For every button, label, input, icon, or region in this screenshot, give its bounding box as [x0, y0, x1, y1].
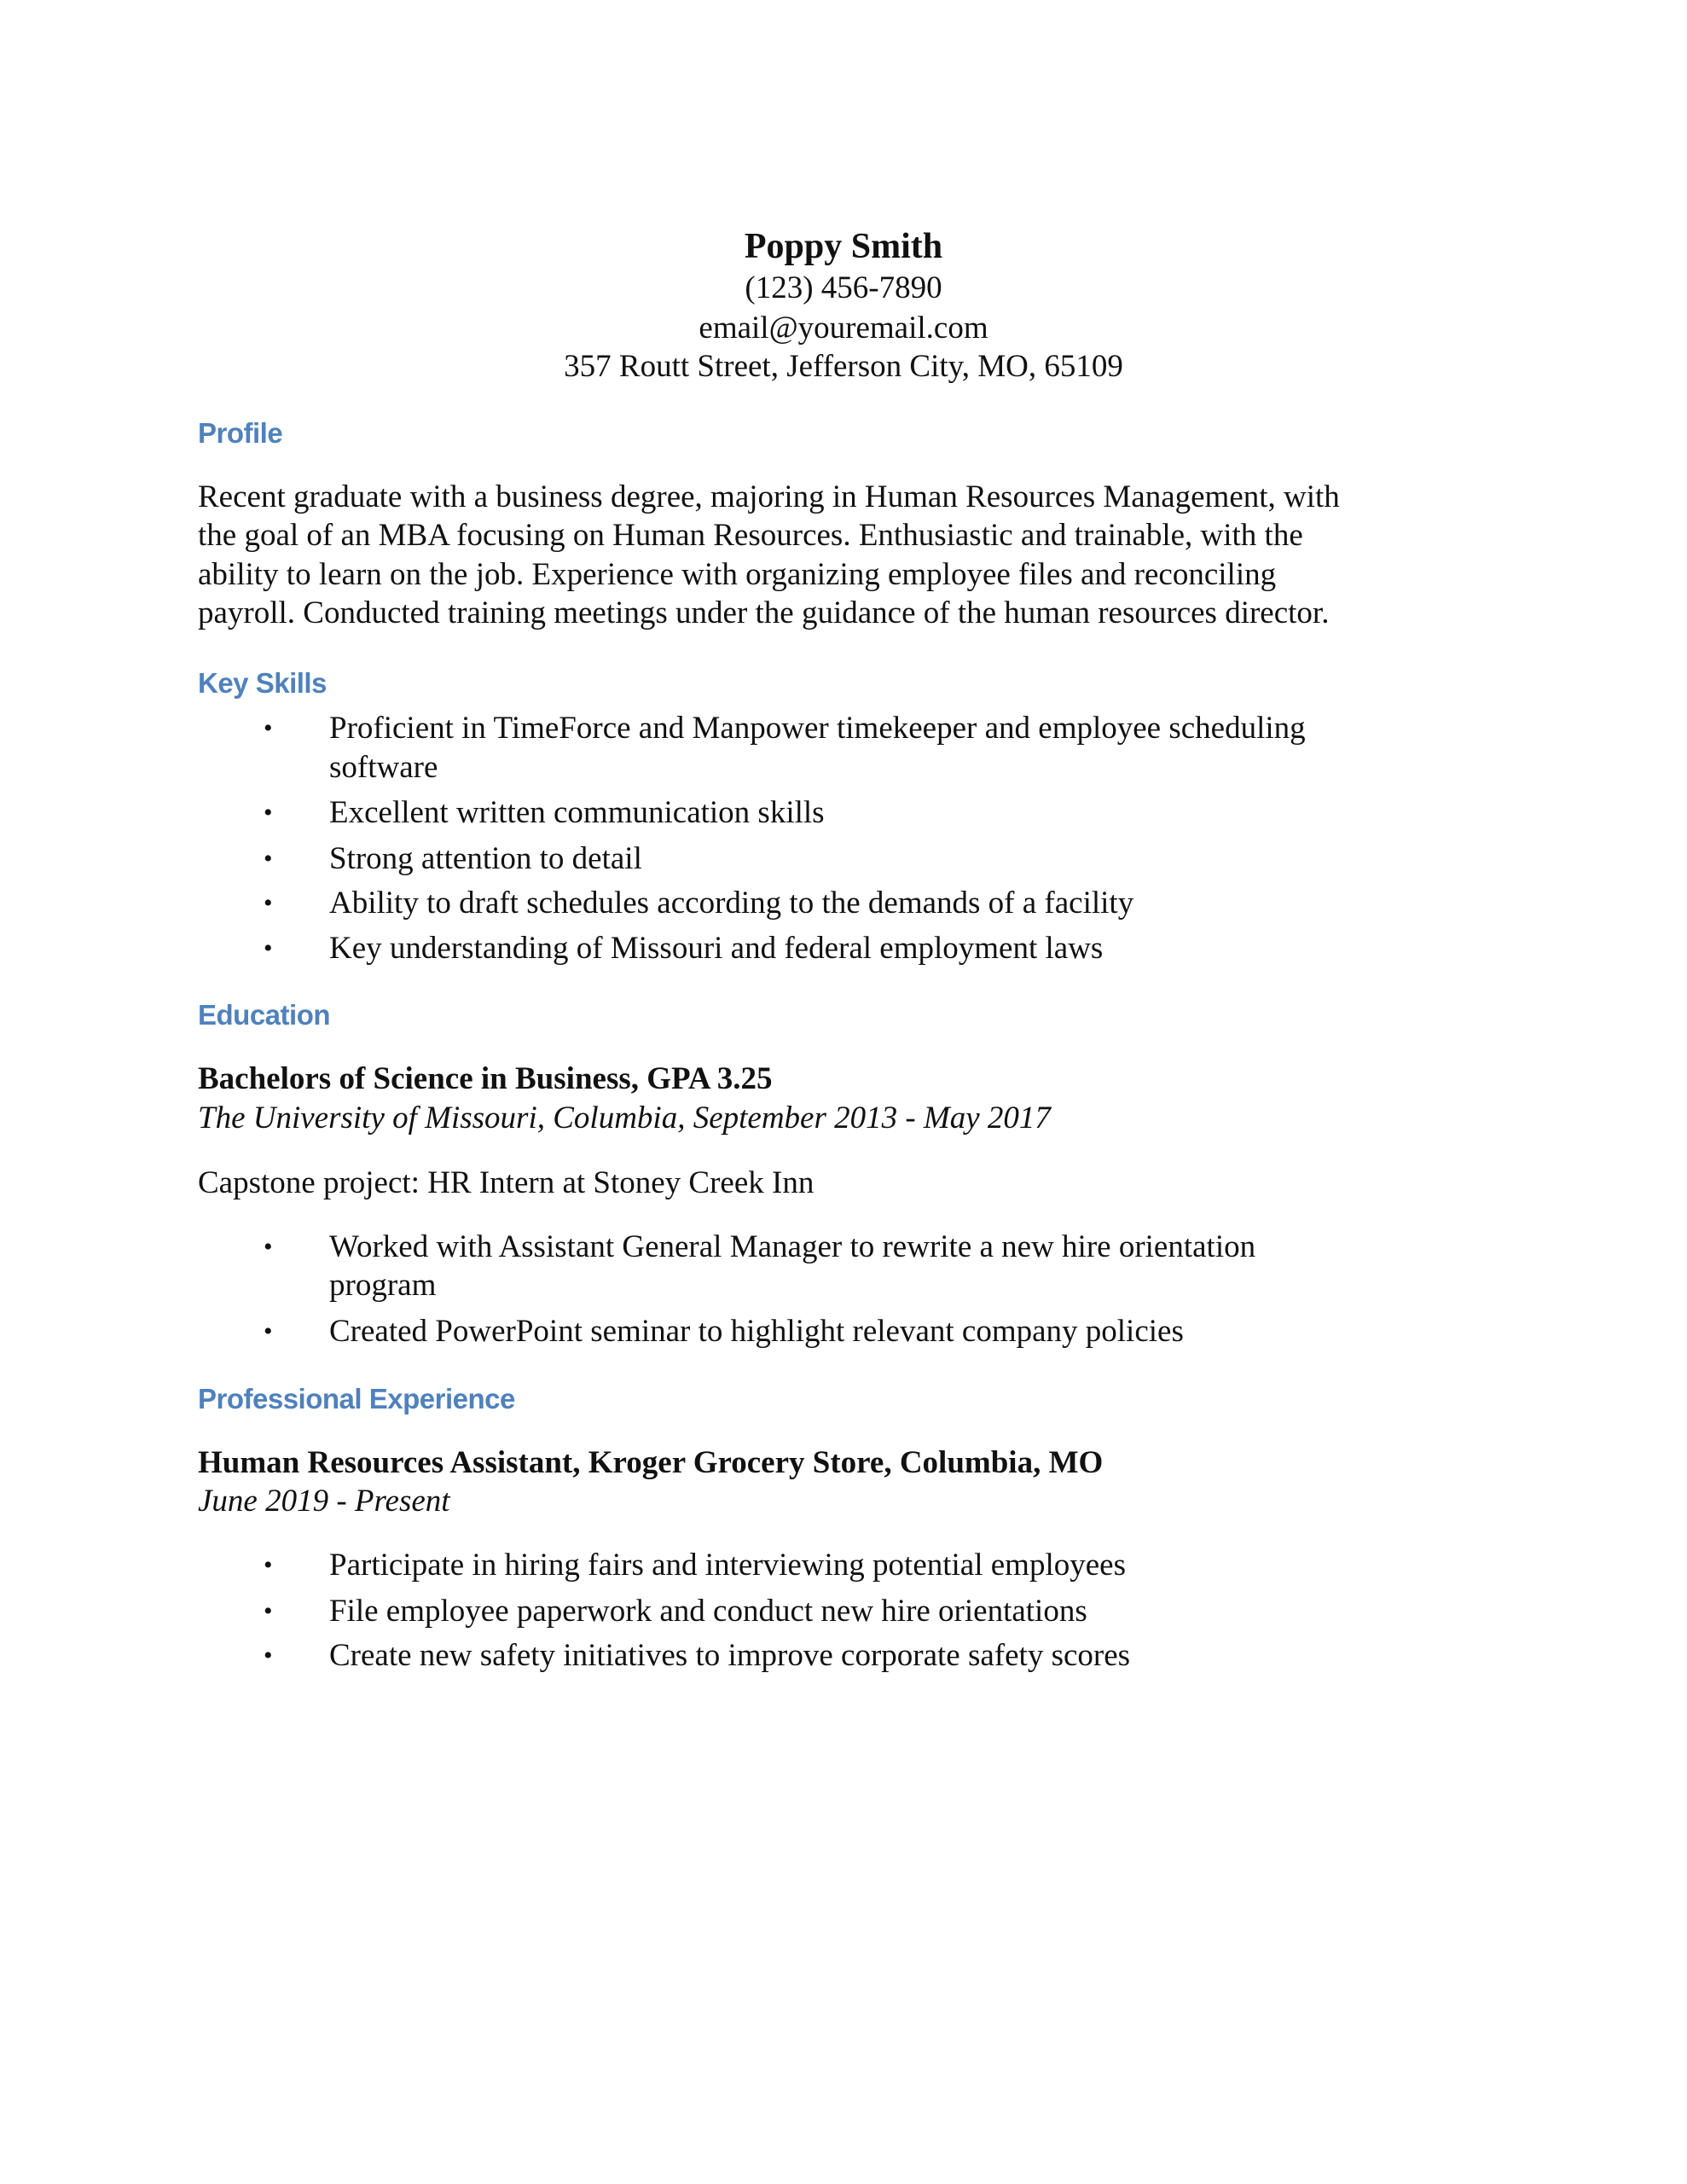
school-and-dates: The University of Missouri, Columbia, September 2013 - May 2017 — [198, 1101, 1051, 1136]
section-heading-key-skills: Key Skills — [198, 667, 327, 699]
list-item: Create new safety initiatives to improve corporate safety scores — [329, 1638, 1131, 1673]
job-dates: June 2019 - Present — [198, 1484, 450, 1519]
job-title: Human Resources Assistant, Kroger Grocery Store, Columbia, MO — [198, 1445, 1104, 1480]
list-item: Worked with Assistant General Manager to rewrite a new hire orientation — [329, 1229, 1256, 1264]
bullet-icon: • — [264, 1233, 273, 1261]
bullet-icon: • — [264, 845, 273, 873]
section-heading-experience: Professional Experience — [198, 1383, 515, 1414]
list-item: Excellent written communication skills — [329, 795, 825, 830]
profile-line: Recent graduate with a business degree, majoring in Human Resources Management, with — [198, 479, 1340, 514]
bullet-icon: • — [264, 1597, 273, 1625]
profile-line: the goal of an MBA focusing on Human Resources. Enthusiastic and trainable, with the — [198, 518, 1303, 553]
bullet-icon: • — [264, 714, 273, 742]
section-heading-education: Education — [198, 999, 331, 1031]
street-address: 357 Routt Street, Jefferson City, MO, 65109 — [564, 349, 1123, 384]
profile-line: payroll. Conducted training meetings under the guidance of the human resources director. — [198, 595, 1330, 630]
email-address: email@youremail.com — [699, 311, 988, 346]
list-item: File employee paperwork and conduct new hire orientations — [329, 1594, 1087, 1629]
candidate-name: Poppy Smith — [744, 227, 943, 266]
profile-line: ability to learn on the job. Experience with organizing employee files and reconciling — [198, 557, 1277, 592]
degree-title: Bachelors of Science in Business, GPA 3.25 — [198, 1061, 773, 1096]
list-item: Created PowerPoint seminar to highlight relevant company policies — [329, 1314, 1184, 1349]
list-item: Participate in hiring fairs and interviewing potential employees — [329, 1548, 1126, 1583]
list-item: Key understanding of Missouri and federal employment laws — [329, 931, 1104, 966]
bullet-icon: • — [264, 889, 273, 917]
bullet-icon: • — [264, 934, 273, 962]
capstone-project: Capstone project: HR Intern at Stoney Creek Inn — [198, 1165, 815, 1200]
phone-number: (123) 456-7890 — [745, 270, 942, 305]
section-heading-profile: Profile — [198, 417, 283, 449]
list-item: Ability to draft schedules according to the demands of a facility — [329, 886, 1134, 921]
bullet-icon: • — [264, 1551, 273, 1579]
bullet-icon: • — [264, 799, 273, 827]
bullet-icon: • — [264, 1317, 273, 1345]
list-item-continuation: program — [329, 1268, 437, 1303]
list-item-continuation: software — [329, 750, 438, 785]
list-item: Proficient in TimeForce and Manpower timekeeper and employee scheduling — [329, 711, 1306, 746]
bullet-icon: • — [264, 1641, 273, 1670]
list-item: Strong attention to detail — [329, 841, 642, 876]
